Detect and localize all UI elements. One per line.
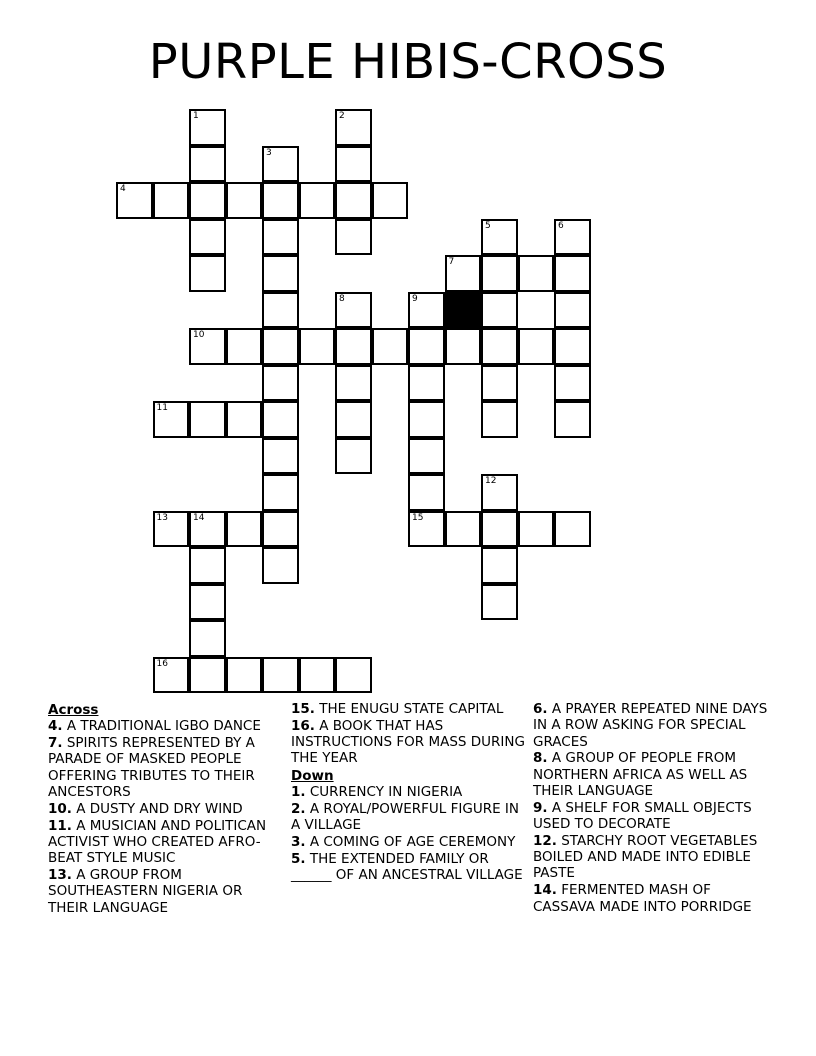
- clue-item: [533, 750, 773, 799]
- clue-number: 3: [266, 147, 272, 158]
- grid-cell[interactable]: [481, 255, 518, 292]
- clue-number: 2: [339, 111, 345, 121]
- clue-item: [291, 701, 526, 717]
- clue-text: THE EXTENDED FAMILY OR ______ OF AN ANCESTRAL VILLAGE: [291, 850, 523, 883]
- clue-text: FERMENTED MASH OF CASSAVA MADE INTO PORRIDGE: [533, 882, 752, 915]
- grid-cell[interactable]: [226, 657, 263, 694]
- clue-item: [533, 800, 773, 833]
- grid-cell[interactable]: [481, 401, 518, 438]
- clue-text: A PRAYER REPEATED NINE DAYS IN A ROW ASKING FOR SPECIAL GRACES: [533, 701, 768, 750]
- grid-cell[interactable]: [262, 255, 299, 292]
- clue-number-label: 2.: [291, 800, 306, 817]
- clue-number: 5: [485, 220, 491, 231]
- clue-number: 9: [412, 293, 418, 304]
- grid-cell[interactable]: [262, 438, 299, 475]
- grid-cell[interactable]: [518, 328, 555, 365]
- clue-text: A TRADITIONAL IGBO DANCE: [66, 718, 261, 735]
- grid-cell[interactable]: [189, 328, 226, 365]
- clue-item: [48, 867, 278, 916]
- clue-number: 15: [412, 512, 424, 523]
- clue-number: 11: [156, 403, 168, 413]
- clue-text: A ROYAL/POWERFUL FIGURE IN A VILLAGE: [291, 800, 519, 834]
- grid-cell[interactable]: [262, 182, 299, 219]
- clue-item: [533, 882, 773, 915]
- grid-cell[interactable]: [189, 182, 226, 219]
- grid-cell[interactable]: [189, 219, 226, 256]
- clue-number-label: 7.: [48, 735, 63, 752]
- grid-cell[interactable]: [445, 511, 482, 548]
- grid-cell[interactable]: [189, 584, 226, 621]
- grid-cell[interactable]: [299, 182, 336, 219]
- clue-number: 4: [120, 184, 126, 194]
- grid-cell[interactable]: [554, 401, 591, 438]
- grid-cell[interactable]: [335, 292, 372, 329]
- clue-number-label: 5.: [291, 850, 306, 867]
- grid-cell[interactable]: [262, 219, 299, 256]
- clue-number: 7: [448, 257, 455, 267]
- clue-number-label: 4.: [48, 718, 63, 735]
- clue-number-label: 8.: [533, 750, 548, 767]
- grid-cell[interactable]: [226, 511, 263, 548]
- clue-number-label: 16.: [291, 717, 315, 734]
- grid-cell[interactable]: [481, 474, 518, 511]
- clue-number-label: 12.: [533, 832, 557, 849]
- grid-cell[interactable]: [189, 146, 226, 183]
- grid-cell[interactable]: [189, 401, 226, 438]
- clue-text: A BOOK THAT HAS INSTRUCTIONS FOR MASS DURING THE YEAR: [291, 717, 525, 767]
- clue-column-1: [48, 701, 278, 916]
- grid-cell[interactable]: [408, 438, 445, 475]
- grid-cell[interactable]: [481, 365, 518, 402]
- puzzle-title: PURPLE HIBIS-CROSS: [148, 34, 668, 90]
- clue-item: [291, 801, 526, 834]
- clue-item: [291, 718, 526, 767]
- grid-cell[interactable]: [372, 182, 409, 219]
- grid-cell[interactable]: [408, 328, 445, 365]
- grid-cell[interactable]: [262, 401, 299, 438]
- clue-number: 6: [558, 220, 564, 231]
- grid-cell[interactable]: [335, 438, 372, 475]
- grid-cell[interactable]: [518, 511, 555, 548]
- grid-cell[interactable]: [189, 657, 226, 694]
- grid-cell[interactable]: [445, 328, 482, 365]
- clue-number: 1: [193, 111, 199, 121]
- grid-cell[interactable]: [226, 328, 263, 365]
- grid-cell[interactable]: [335, 146, 372, 183]
- clue-item: [48, 735, 278, 800]
- clue-number-label: 14.: [533, 882, 557, 899]
- clue-number: 16: [156, 658, 168, 669]
- clue-number-label: 9.: [533, 799, 548, 816]
- grid-cell[interactable]: [554, 511, 591, 548]
- clue-text: THE ENUGU STATE CAPITAL: [319, 701, 504, 717]
- clue-item: [48, 818, 278, 867]
- grid-cell[interactable]: [335, 657, 372, 694]
- clue-number-label: 13.: [48, 866, 72, 883]
- grid-cell[interactable]: [262, 146, 299, 183]
- grid-cell[interactable]: [153, 657, 190, 694]
- grid-cell[interactable]: [189, 547, 226, 584]
- grid-cell[interactable]: [481, 328, 518, 365]
- clue-text: A COMING OF AGE CEREMONY: [309, 833, 516, 850]
- grid-cell[interactable]: [554, 328, 591, 365]
- grid-cell[interactable]: [335, 365, 372, 402]
- clue-number-label: 1.: [291, 783, 306, 800]
- clue-number: 8: [339, 293, 345, 304]
- grid-cell[interactable]: [408, 401, 445, 438]
- grid-cell[interactable]: [189, 255, 226, 292]
- grid-cell[interactable]: [262, 511, 299, 548]
- clue-number-label: 6.: [533, 701, 548, 717]
- grid-cell[interactable]: [262, 292, 299, 329]
- grid-cell[interactable]: [262, 365, 299, 402]
- clue-text: A MUSICIAN AND POLITICAN ACTIVIST WHO CREATED AFRO-BEAT STYLE MUSIC: [48, 817, 267, 867]
- clue-text: SPIRITS REPRESENTED BY A PARADE OF MASKED PEOPLE OFFERING TRIBUTES TO THEIR ANCESTORS: [48, 735, 255, 800]
- grid-cell[interactable]: [335, 328, 372, 365]
- grid-cell[interactable]: [335, 109, 372, 146]
- grid-cell[interactable]: [226, 401, 263, 438]
- grid-cell[interactable]: [153, 511, 190, 548]
- grid-cell[interactable]: [335, 182, 372, 219]
- grid-cell[interactable]: [335, 401, 372, 438]
- grid-cell[interactable]: [481, 584, 518, 621]
- grid-cell[interactable]: [554, 255, 591, 292]
- clue-number-label: 15.: [291, 701, 315, 717]
- grid-cell[interactable]: [189, 620, 226, 657]
- clue-item: [48, 801, 278, 817]
- clue-number: 12: [485, 476, 497, 486]
- grid-cell[interactable]: [299, 328, 336, 365]
- down-heading: Down: [291, 767, 334, 784]
- clue-number: 13: [156, 512, 168, 523]
- grid-cell[interactable]: [116, 182, 153, 219]
- clue-text: STARCHY ROOT VEGETABLES BOILED AND MADE INTO EDIBLE PASTE: [533, 832, 758, 882]
- grid-cell[interactable]: [226, 182, 263, 219]
- crossword-grid: [117, 110, 592, 693]
- clue-item: [533, 833, 773, 882]
- grid-cell[interactable]: [481, 219, 518, 256]
- black-cell: [445, 292, 482, 329]
- grid-cell[interactable]: [554, 292, 591, 329]
- grid-cell[interactable]: [189, 511, 226, 548]
- clue-text: A SHELF FOR SMALL OBJECTS USED TO DECORATE: [533, 799, 752, 833]
- grid-cell[interactable]: [408, 474, 445, 511]
- grid-cell[interactable]: [518, 255, 555, 292]
- grid-cell[interactable]: [262, 547, 299, 584]
- grid-cell[interactable]: [408, 511, 445, 548]
- across-heading: Across: [48, 702, 99, 718]
- grid-cell[interactable]: [408, 292, 445, 329]
- clue-number-label: 3.: [291, 833, 306, 850]
- grid-cell[interactable]: [554, 219, 591, 256]
- grid-cell[interactable]: [481, 292, 518, 329]
- clue-item: [48, 718, 278, 734]
- clue-item: [291, 784, 526, 800]
- grid-cell[interactable]: [408, 365, 445, 402]
- grid-cell[interactable]: [481, 511, 518, 548]
- grid-cell[interactable]: [372, 328, 409, 365]
- clue-number: 14: [193, 512, 205, 523]
- clue-text: A GROUP FROM SOUTHEASTERN NIGERIA OR THEIR LANGUAGE: [48, 866, 243, 916]
- clue-text: A DUSTY AND DRY WIND: [76, 800, 243, 817]
- clue-number-label: 11.: [48, 817, 72, 834]
- clue-number: 10: [193, 330, 205, 340]
- grid-cell[interactable]: [335, 219, 372, 256]
- grid-cell[interactable]: [554, 365, 591, 402]
- clue-number-label: 10.: [48, 800, 72, 817]
- clue-item: [291, 851, 526, 884]
- grid-cell[interactable]: [189, 109, 226, 146]
- grid-cell[interactable]: [299, 657, 336, 694]
- grid-cell[interactable]: [262, 657, 299, 694]
- grid-cell[interactable]: [262, 474, 299, 511]
- grid-cell[interactable]: [153, 401, 190, 438]
- grid-cell[interactable]: [481, 547, 518, 584]
- clue-text: A GROUP OF PEOPLE FROM NORTHERN AFRICA AS WELL AS THEIR LANGUAGE: [533, 750, 748, 799]
- clue-item: [533, 701, 773, 750]
- grid-cell[interactable]: [153, 182, 190, 219]
- grid-cell[interactable]: [262, 328, 299, 365]
- clue-text: CURRENCY IN NIGERIA: [309, 783, 463, 800]
- clue-column-2: [291, 701, 526, 884]
- clue-item: [291, 834, 526, 850]
- grid-cell[interactable]: [445, 255, 482, 292]
- clue-column-3: [533, 701, 773, 915]
